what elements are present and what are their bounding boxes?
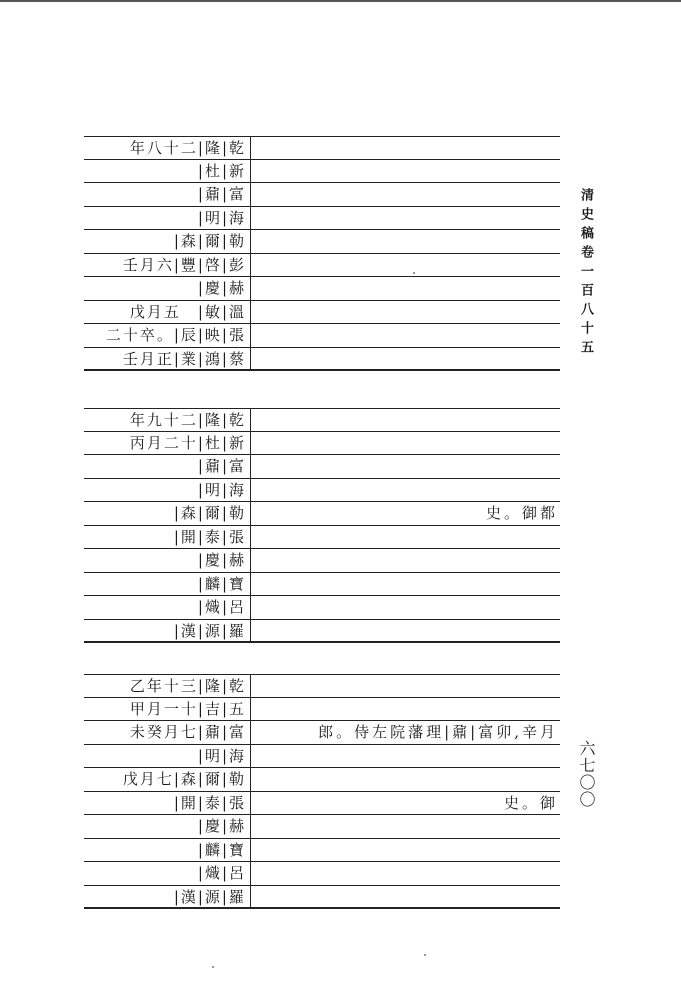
page-number: 六七〇〇 [577, 740, 596, 808]
table-row [84, 324, 560, 348]
row-right-cell: 郎。侍左院藩理|鼐|富卯,辛月 [318, 723, 558, 741]
column-divider [250, 815, 251, 838]
row-left-cell: |麟|寶 [197, 840, 246, 859]
table-row [84, 886, 560, 910]
row-right-cell [260, 207, 558, 230]
table-section-1 [84, 136, 560, 371]
column-divider [250, 886, 251, 908]
row-right-cell [260, 839, 558, 862]
row-right-cell [260, 815, 558, 838]
column-divider [250, 409, 251, 431]
row-left-cell: 年九十二|隆|乾 [129, 411, 246, 429]
row-left-cell: |明|海 [197, 746, 246, 765]
column-divider [250, 230, 251, 253]
row-left-cell: |杜|新 [197, 161, 246, 180]
row-left-cell: |熾|呂 [197, 864, 246, 882]
row-left-cell: |熾|呂 [197, 598, 246, 616]
column-divider [250, 792, 251, 815]
column-divider [250, 620, 251, 642]
row-right-cell: 史。御都 [485, 504, 558, 522]
table-row [84, 502, 560, 526]
row-right-cell [260, 432, 558, 455]
row-left-cell: |開|泰|張 [173, 527, 246, 546]
row-right-cell [260, 348, 558, 370]
row-left-cell: 乙年十三|隆|乾 [129, 677, 246, 695]
table-row [84, 432, 560, 456]
row-left-cell: |森|爾|勒 [173, 232, 246, 250]
table-row [84, 277, 560, 301]
row-right-cell [260, 596, 558, 619]
row-right-cell [260, 886, 558, 908]
row-right-cell [260, 230, 558, 253]
row-left-cell: |鼐|富 [197, 457, 246, 475]
scan-speck [424, 954, 426, 956]
row-right-cell [260, 862, 558, 885]
table-row [84, 136, 560, 160]
column-divider [250, 839, 251, 862]
row-left-cell: 二十卒。|辰|映|張 [105, 326, 246, 344]
column-divider [250, 207, 251, 230]
row-left-cell: |慶|赫 [197, 551, 246, 569]
row-right-cell [260, 160, 558, 183]
column-divider [250, 137, 251, 159]
column-divider [250, 301, 251, 324]
table-row [84, 408, 560, 432]
row-right-cell [260, 137, 558, 159]
running-title: 清史稿卷一百八十五 [578, 188, 593, 359]
column-divider [250, 160, 251, 183]
scan-speck [212, 966, 214, 968]
column-divider [250, 862, 251, 885]
table-row [84, 160, 560, 184]
table-row [84, 348, 560, 372]
column-divider [250, 432, 251, 455]
row-right-cell [260, 479, 558, 502]
table-row [84, 674, 560, 698]
table-row [84, 207, 560, 231]
column-divider [250, 324, 251, 347]
row-right-cell [260, 409, 558, 431]
row-left-cell: |漢|源|羅 [173, 621, 246, 640]
row-right-cell [260, 675, 558, 697]
table-row [84, 745, 560, 769]
table-row [84, 620, 560, 644]
row-right-cell [260, 254, 558, 277]
table-row [84, 254, 560, 278]
table-row [84, 721, 560, 745]
row-left-cell: 戊月五 |敏|溫 [129, 302, 246, 321]
row-left-cell: |森|爾|勒 [173, 504, 246, 522]
row-right-cell [260, 183, 558, 206]
column-divider [250, 596, 251, 619]
table-row [84, 839, 560, 863]
column-divider [250, 745, 251, 768]
column-divider [250, 768, 251, 791]
row-right-cell [260, 620, 558, 642]
row-right-cell [260, 301, 558, 324]
table-row [84, 596, 560, 620]
row-left-cell: 未癸月七|鼐|富 [129, 723, 246, 741]
column-divider [250, 573, 251, 596]
row-right-cell [260, 526, 558, 549]
row-left-cell: 年八十二|隆|乾 [129, 139, 246, 157]
row-left-cell: |漢|源|羅 [173, 887, 246, 906]
row-left-cell: |鼐|富 [197, 185, 246, 203]
row-right-cell [260, 324, 558, 347]
column-divider [250, 502, 251, 525]
row-right-cell [260, 277, 558, 300]
column-divider [250, 698, 251, 721]
column-divider [250, 549, 251, 572]
column-divider [250, 455, 251, 478]
column-divider [250, 348, 251, 370]
table-row [84, 549, 560, 573]
row-left-cell: |明|海 [197, 208, 246, 227]
row-left-cell: |慶|赫 [197, 817, 246, 835]
row-left-cell: |慶|赫 [197, 279, 246, 297]
column-divider [250, 254, 251, 277]
table-row [84, 862, 560, 886]
row-left-cell: 壬月正|業|鴻|蔡 [122, 349, 246, 368]
table-row [84, 301, 560, 325]
table-row [84, 768, 560, 792]
column-divider [250, 675, 251, 697]
row-right-cell [260, 768, 558, 791]
row-right-cell [260, 549, 558, 572]
column-divider [250, 721, 251, 744]
table-row [84, 479, 560, 503]
table-row [84, 455, 560, 479]
row-right-cell: 史。御 [503, 793, 558, 812]
column-divider [250, 277, 251, 300]
table-row [84, 573, 560, 597]
scan-speck [413, 272, 415, 274]
row-left-cell: |麟|寶 [197, 574, 246, 593]
row-right-cell [260, 573, 558, 596]
row-right-cell [260, 455, 558, 478]
row-left-cell: 丙月二十|杜|新 [129, 433, 246, 452]
row-left-cell: |開|泰|張 [173, 793, 246, 812]
column-divider [250, 526, 251, 549]
row-left-cell: 戊月七|森|爾|勒 [122, 770, 246, 788]
table-section-3 [84, 674, 560, 909]
table-section-2 [84, 408, 560, 643]
page-top-border [0, 0, 681, 2]
row-left-cell: 甲月一十|吉|五 [129, 699, 246, 718]
row-right-cell [260, 698, 558, 721]
table-row [84, 183, 560, 207]
row-left-cell: 壬月六|豐|啓|彭 [122, 255, 246, 274]
column-divider [250, 479, 251, 502]
table-row [84, 230, 560, 254]
row-left-cell: |明|海 [197, 480, 246, 499]
table-row [84, 526, 560, 550]
table-row [84, 792, 560, 816]
table-row [84, 698, 560, 722]
table-row [84, 815, 560, 839]
row-right-cell [260, 745, 558, 768]
column-divider [250, 183, 251, 206]
